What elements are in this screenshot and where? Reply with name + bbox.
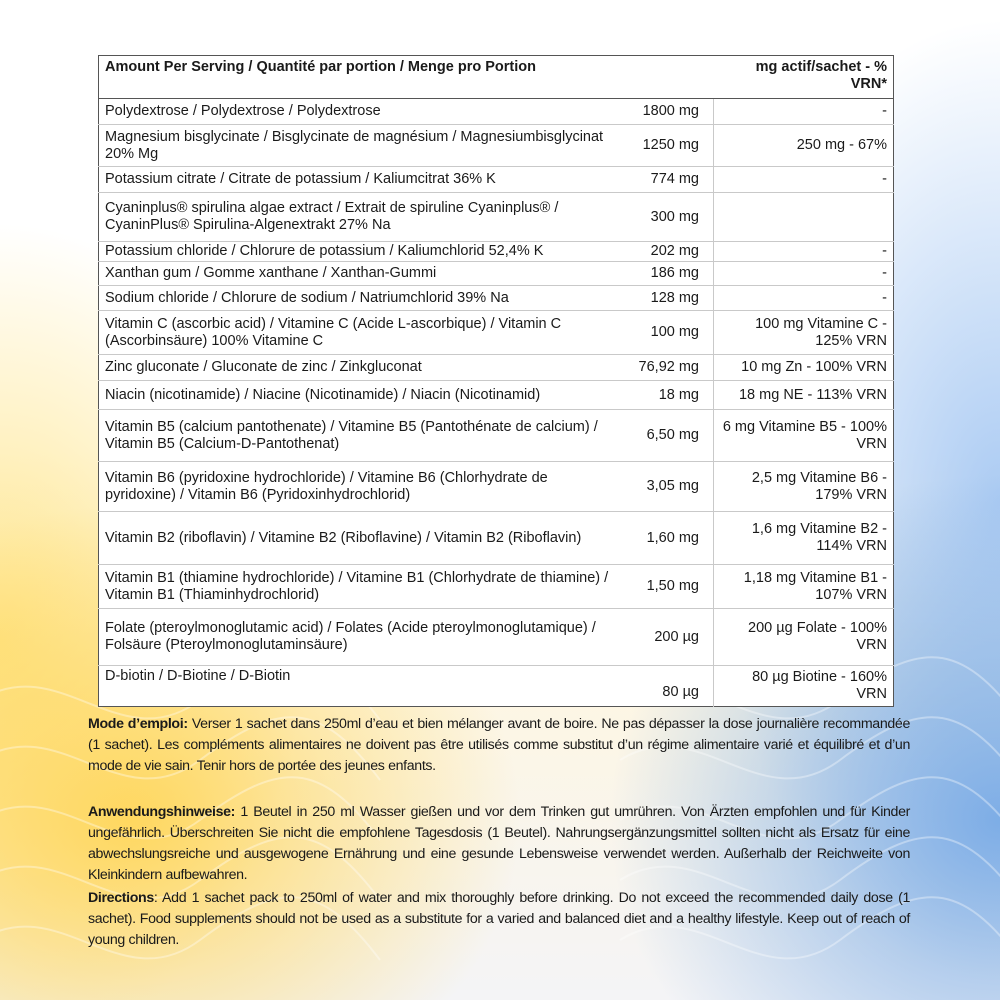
instructions-french [88, 714, 910, 777]
table-row [99, 666, 894, 707]
ingredient-name: Potassium citrate / Citrate de potassium / Kaliumcitrat 36% K [99, 167, 629, 193]
ingredient-amount: 76,92 mg [629, 355, 714, 381]
ingredient-vrn: 100 mg Vitamine C - 125% VRN [714, 311, 894, 355]
table-row [99, 286, 894, 311]
ingredient-amount: 1,60 mg [629, 512, 714, 565]
table-row [99, 355, 894, 381]
ingredient-vrn: - [714, 167, 894, 193]
table-row [99, 193, 894, 242]
ingredient-amount: 128 mg [629, 286, 714, 311]
ingredient-amount: 202 mg [629, 242, 714, 262]
header-ingredient: Amount Per Serving / Quantité par portion / Menge pro Portion [99, 56, 629, 99]
ingredient-vrn: - [714, 262, 894, 286]
ingredient-name: Niacin (nicotinamide) / Niacine (Nicotinamide) / Niacin (Nicotinamid) [99, 381, 629, 410]
ingredient-name: Zinc gluconate / Gluconate de zinc / Zinkgluconat [99, 355, 629, 381]
header-amount-empty [629, 56, 714, 99]
table-row [99, 512, 894, 565]
ingredient-amount: 80 µg [629, 666, 714, 707]
instructions-english [88, 888, 910, 951]
ingredient-amount: 186 mg [629, 262, 714, 286]
instructions-german-label: Anwendungshinweise: [88, 804, 236, 820]
table-row [99, 609, 894, 666]
nutrition-table [98, 55, 894, 707]
ingredient-name: Vitamin B1 (thiamine hydrochloride) / Vitamine B1 (Chlorhydrate de thiamine) / Vitamin B1 (Thiaminhydrochlorid) [99, 565, 629, 609]
table-row [99, 381, 894, 410]
ingredient-vrn: 80 µg Biotine - 160% VRN [752, 669, 887, 702]
ingredient-vrn: 6 mg Vitamine B5 - 100% VRN [714, 410, 894, 462]
ingredient-vrn: - [714, 286, 894, 311]
table-header-row [99, 56, 894, 99]
ingredient-name: Sodium chloride / Chlorure de sodium / Natriumchlorid 39% Na [99, 286, 629, 311]
instructions-english-text: : Add 1 sachet pack to 250ml of water and mix thoroughly before drinking. Do not exceed the recommended daily dose (1 sachet). Food supplements should not be used as a substitute for a varied and balanced diet and a healthy lifestyle. Keep out of reach of young children. [88, 890, 910, 948]
table-row [99, 410, 894, 462]
ingredient-name: Xanthan gum / Gomme xanthane / Xanthan-Gummi [99, 262, 629, 286]
ingredient-vrn: - [714, 242, 894, 262]
ingredient-vrn: - [714, 99, 894, 125]
table-row [99, 242, 894, 262]
instructions-english-label: Directions [88, 890, 154, 906]
ingredient-vrn: 1,18 mg Vitamine B1 - 107% VRN [714, 565, 894, 609]
ingredient-amount: 300 mg [629, 193, 714, 242]
ingredient-vrn: 250 mg - 67% [714, 125, 894, 167]
ingredient-vrn: 18 mg NE - 113% VRN [714, 381, 894, 410]
table-row [99, 311, 894, 355]
ingredient-name: D-biotin / D-Biotine / D-Biotin [105, 668, 291, 684]
ingredient-name: Cyaninplus® spirulina algae extract / Extrait de spiruline Cyaninplus® / CyaninPlus® Spirulina-Algenextrakt 27% Na [99, 193, 629, 242]
table-row [99, 99, 894, 125]
nutrition-table-panel [98, 55, 893, 707]
ingredient-name: Vitamin C (ascorbic acid) / Vitamine C (Acide L-ascorbique) / Vitamin C (Ascorbinsäure) 100% Vitamine C [99, 311, 629, 355]
ingredient-vrn [714, 193, 894, 242]
header-vrn: mg actif/sachet - % VRN* [714, 56, 894, 99]
ingredient-amount: 3,05 mg [629, 462, 714, 512]
ingredient-vrn: 2,5 mg Vitamine B6 - 179% VRN [714, 462, 894, 512]
table-row [99, 565, 894, 609]
ingredient-name: Vitamin B6 (pyridoxine hydrochloride) / Vitamine B6 (Chlorhydrate de pyridoxine) / Vitamin B6 (Pyridoxinhydrochlorid) [99, 462, 629, 512]
ingredient-name: Folate (pteroylmonoglutamic acid) / Folates (Acide pteroylmonoglutamique) / Folsäure (Pteroylmonoglutaminsäure) [99, 609, 629, 666]
ingredient-amount: 774 mg [629, 167, 714, 193]
ingredient-name: Potassium chloride / Chlorure de potassium / Kaliumchlorid 52,4% K [99, 242, 629, 262]
ingredient-name: Polydextrose / Polydextrose / Polydextrose [99, 99, 629, 125]
ingredient-vrn: 1,6 mg Vitamine B2 - 114% VRN [714, 512, 894, 565]
table-row [99, 167, 894, 193]
ingredient-vrn: 10 mg Zn - 100% VRN [714, 355, 894, 381]
table-row [99, 262, 894, 286]
ingredient-amount: 1250 mg [629, 125, 714, 167]
ingredient-amount: 200 µg [629, 609, 714, 666]
instructions-german [88, 802, 910, 886]
instructions-french-text: Verser 1 sachet dans 250ml d’eau et bien mélanger avant de boire. Ne pas dépasser la dose journalière recommandée (1 sachet). Les compléments alimentaires ne doivent pas être utilisés comme substitut d’un régime alimentaire varié et équilibré et d’un mode de vie sain. Tenir hors de portée des jeunes enfants. [88, 716, 910, 774]
ingredient-amount: 1800 mg [629, 99, 714, 125]
ingredient-name: Vitamin B2 (riboflavin) / Vitamine B2 (Riboflavine) / Vitamin B2 (Riboflavin) [99, 512, 629, 565]
ingredient-amount: 6,50 mg [629, 410, 714, 462]
ingredient-amount: 100 mg [629, 311, 714, 355]
ingredient-amount: 18 mg [629, 381, 714, 410]
ingredient-amount: 1,50 mg [629, 565, 714, 609]
ingredient-name: Vitamin B5 (calcium pantothenate) / Vitamine B5 (Pantothénate de calcium) / Vitamin B5 (Calcium-D-Pantothenat) [99, 410, 629, 462]
table-row [99, 125, 894, 167]
instructions-french-label: Mode d’emploi: [88, 716, 188, 732]
ingredient-name: Magnesium bisglycinate / Bisglycinate de magnésium / Magnesiumbisglycinat 20% Mg [99, 125, 629, 167]
ingredient-vrn: 200 µg Folate - 100% VRN [714, 609, 894, 666]
instructions-german-text: 1 Beutel in 250 ml Wasser gießen und vor dem Trinken gut umrühren. Von Ärzten empfohlen und für Kinder ungefährlich. Überschreiten Sie nicht die empfohlene Tagesdosis (1 Beutel). Nahrungsergänzungsmittel sollten nicht als Ersatz für eine abwechslungsreiche und ausgewogene Ernährung und eine gesunde Lebensweise verwendet werden. Außerhalb der Reichweite von Kleinkindern aufbewahren. [88, 804, 910, 883]
table-row [99, 462, 894, 512]
